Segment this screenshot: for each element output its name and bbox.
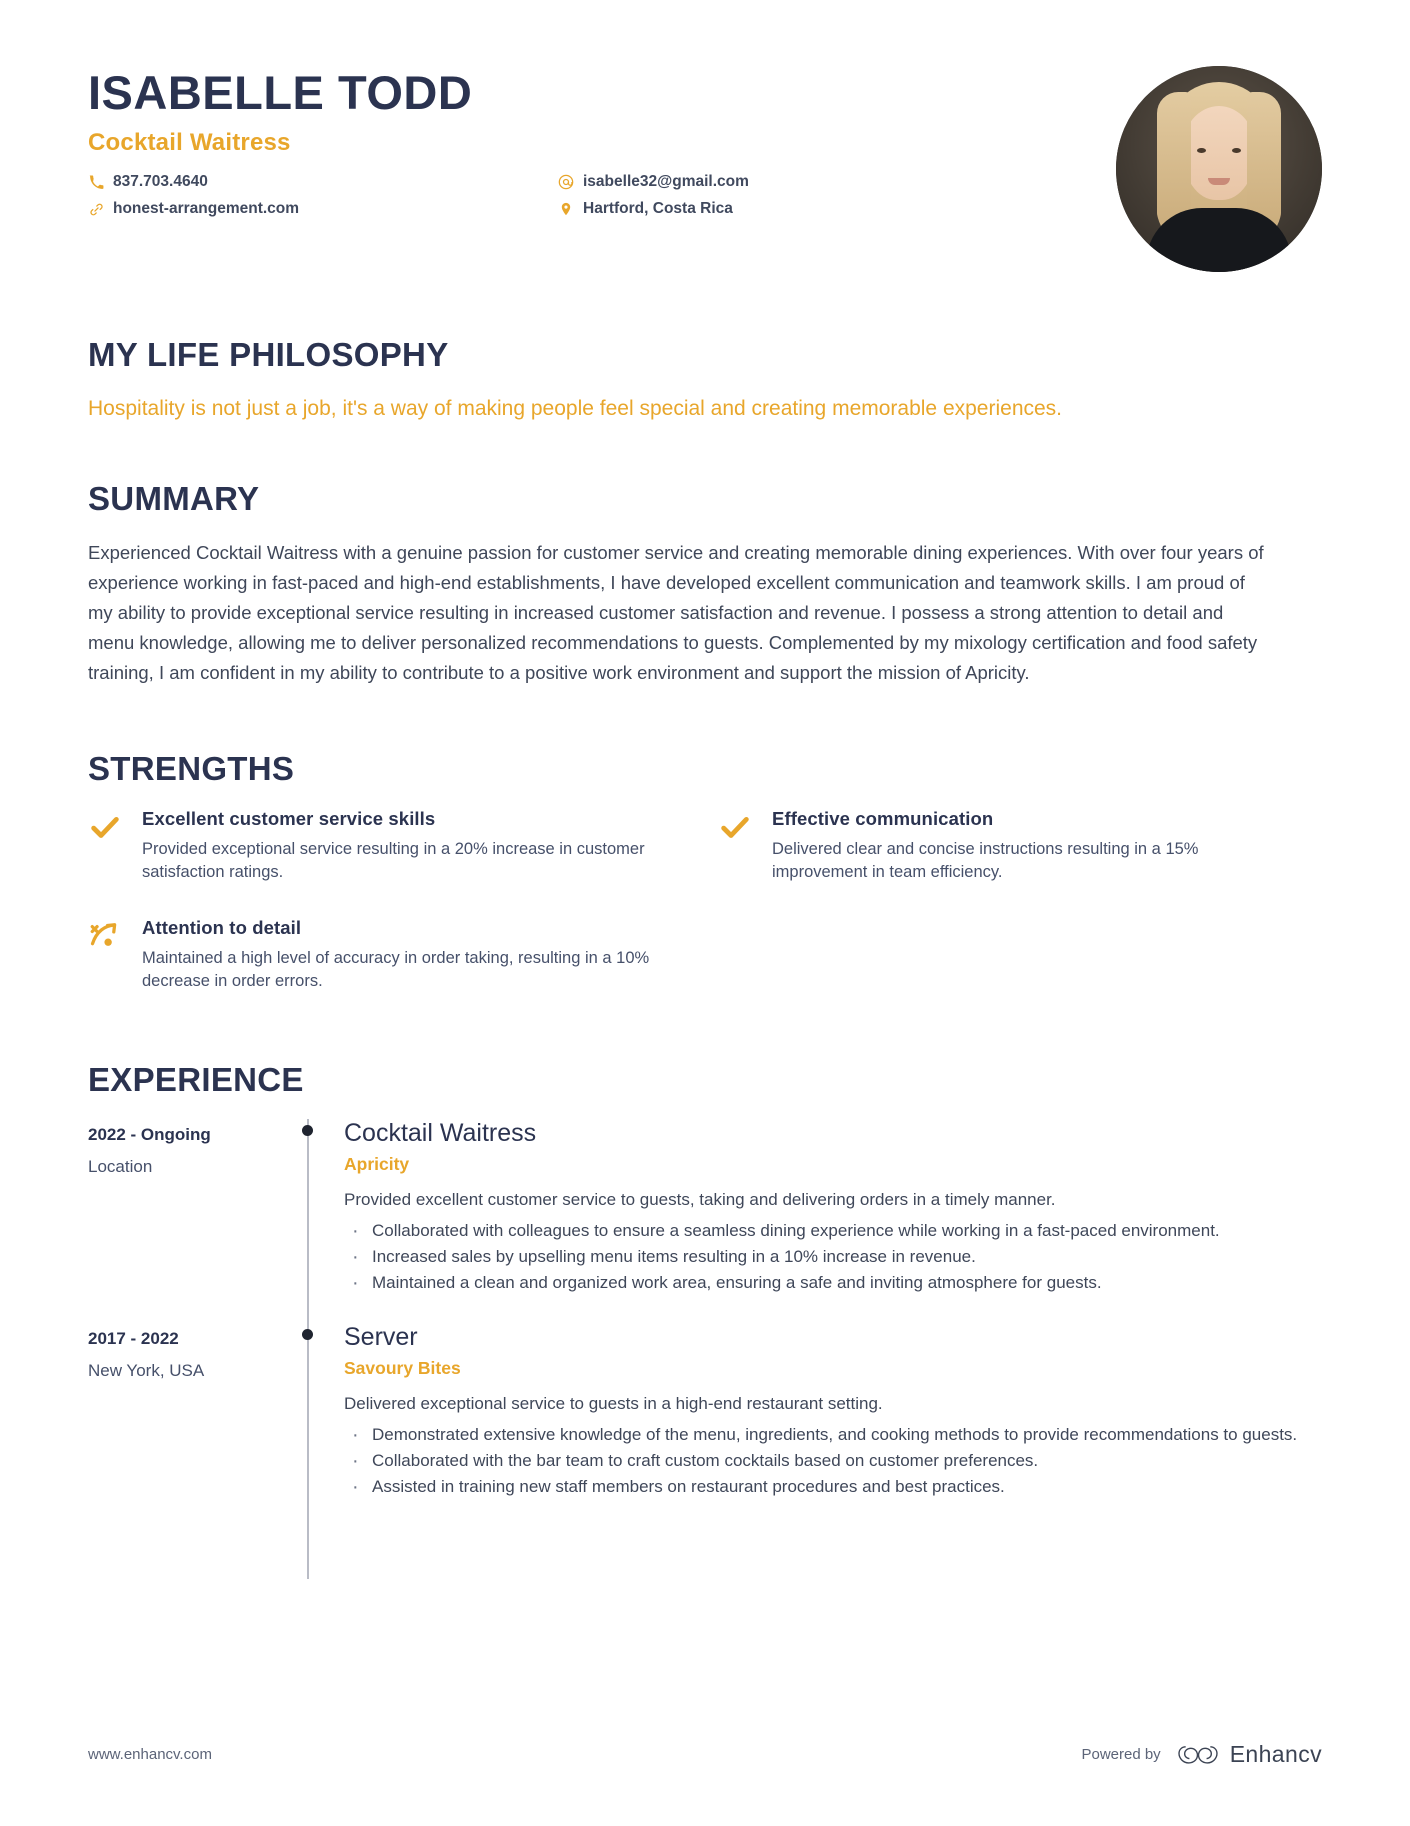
contact-phone-value: 837.703.4640 bbox=[113, 173, 208, 191]
timeline-tail-spacer-right bbox=[336, 1527, 1322, 1579]
avatar-hair-right bbox=[1247, 92, 1281, 228]
experience-bullet: · Maintained a clean and organized work area, ensuring a safe and inviting atmosphere for guests. bbox=[344, 1271, 1322, 1295]
footer-brand-area bbox=[1081, 1741, 1322, 1768]
contact-website[interactable] bbox=[88, 200, 558, 218]
email-icon bbox=[558, 174, 574, 190]
experience-meta bbox=[88, 1323, 288, 1527]
philosophy-text: Hospitality is not just a job, it's a way of making people feel special and creating memorable experiences. bbox=[88, 397, 1063, 420]
experience-bullet: · Assisted in training new staff members on restaurant procedures and best practices. bbox=[344, 1475, 1322, 1499]
contact-location[interactable] bbox=[558, 200, 749, 218]
footer-url[interactable]: www.enhancv.com bbox=[88, 1746, 212, 1763]
strength-title: Attention to detail bbox=[142, 916, 302, 938]
experience-bullets bbox=[344, 1219, 1322, 1295]
section-philosophy bbox=[88, 336, 1322, 424]
contact-email-value: isabelle32@gmail.com bbox=[583, 173, 749, 191]
section-title-experience: EXPERIENCE bbox=[88, 1061, 304, 1099]
experience-body bbox=[336, 1323, 1322, 1527]
resume-footer bbox=[88, 1741, 1322, 1768]
strength-content bbox=[142, 808, 658, 885]
link-icon bbox=[88, 201, 104, 217]
avatar-hair-left bbox=[1157, 92, 1191, 228]
experience-company: Apricity bbox=[344, 1154, 410, 1175]
section-title-philosophy: MY LIFE PHILOSOPHY bbox=[88, 336, 449, 373]
job-title: Cocktail Waitress bbox=[88, 129, 291, 157]
experience-dates: 2017 - 2022 bbox=[88, 1329, 179, 1349]
header-left bbox=[88, 62, 749, 218]
contact-list bbox=[88, 173, 749, 218]
phone-icon bbox=[88, 174, 104, 190]
experience-bullet: · Collaborated with colleagues to ensure a seamless dining experience while working in a fast-paced environment. bbox=[344, 1219, 1322, 1243]
experience-bullet: · Collaborated with the bar team to craft custom cocktails based on customer preferences. bbox=[344, 1449, 1322, 1473]
page-title: ISABELLE TODD bbox=[88, 66, 473, 119]
avatar-eye-left bbox=[1197, 148, 1206, 153]
experience-company: Savoury Bites bbox=[344, 1358, 461, 1379]
contact-location-value: Hartford, Costa Rica bbox=[583, 200, 733, 218]
resume-header bbox=[88, 62, 1322, 272]
brand-logo bbox=[1177, 1741, 1322, 1768]
timeline-dot bbox=[302, 1329, 313, 1340]
powered-by-label: Powered by bbox=[1081, 1746, 1161, 1763]
strength-title: Effective communication bbox=[772, 807, 994, 829]
section-strengths bbox=[88, 750, 1322, 994]
strength-title: Excellent customer service skills bbox=[142, 807, 436, 829]
strength-desc: Delivered clear and concise instructions resulting in a 15% improvement in team efficiency. bbox=[772, 839, 1199, 882]
strength-desc: Maintained a high level of accuracy in order taking, resulting in a 10% decrease in order errors. bbox=[142, 948, 650, 990]
avatar-face bbox=[1182, 106, 1256, 200]
timeline-line bbox=[307, 1323, 309, 1527]
section-experience bbox=[88, 1061, 1322, 1579]
experience-role: Cocktail Waitress bbox=[344, 1119, 537, 1148]
section-title-summary: SUMMARY bbox=[88, 479, 260, 517]
timeline-tail-spacer bbox=[88, 1527, 288, 1579]
experience-dates: 2022 - Ongoing bbox=[88, 1125, 211, 1145]
experience-intro: Delivered exceptional service to guests in a high-end restaurant setting. bbox=[344, 1394, 883, 1414]
experience-intro: Provided excellent customer service to guests, taking and delivering orders in a timely manner. bbox=[344, 1190, 1056, 1210]
avatar bbox=[1116, 66, 1322, 272]
strength-desc: Provided exceptional service resulting in a 20% increase in customer satisfaction ratings. bbox=[142, 839, 645, 882]
strength-item bbox=[718, 808, 1288, 885]
enhancv-mark-icon bbox=[1177, 1743, 1219, 1767]
strength-item bbox=[88, 808, 658, 885]
experience-item bbox=[88, 1323, 1322, 1527]
strength-content bbox=[142, 917, 658, 994]
experience-bullet: · Demonstrated extensive knowledge of the menu, ingredients, and cooking methods to provide recommendations to guests. bbox=[344, 1423, 1322, 1447]
section-title-strengths: STRENGTHS bbox=[88, 749, 295, 787]
contact-website-value: honest-arrangement.com bbox=[113, 200, 300, 218]
avatar-mouth bbox=[1208, 178, 1230, 185]
experience-bullet: · Increased sales by upselling menu items resulting in a 10% increase in revenue. bbox=[344, 1245, 1322, 1269]
timeline-dot bbox=[302, 1125, 313, 1136]
check-icon bbox=[718, 810, 752, 844]
strengths-grid bbox=[88, 808, 1288, 994]
experience-body bbox=[336, 1119, 1322, 1323]
strength-content bbox=[772, 808, 1288, 885]
check-icon bbox=[88, 810, 122, 844]
timeline-line bbox=[307, 1119, 309, 1323]
contact-email[interactable] bbox=[558, 173, 749, 191]
contact-phone[interactable] bbox=[88, 173, 558, 191]
timeline-tail bbox=[288, 1527, 336, 1579]
section-summary bbox=[88, 480, 1322, 688]
brand-name: Enhancv bbox=[1229, 1741, 1322, 1767]
summary-text: Experienced Cocktail Waitress with a genuine passion for customer service and creating memorable dining experiences. With over four years of experience working in fast-paced and high-end establishments, I have developed excellent communication and teamwork skills. I am proud of my ability to provide exceptional service resulting in increased customer satisfaction and revenue. I possess a strong attention to detail and menu knowledge, allowing me to deliver personalized recommendations to guests. Complemented by my mixology certification and food safety training, I am confident in my ability to contribute to a positive work environment and support the mission of Apricity. bbox=[88, 541, 1264, 683]
experience-location: Location bbox=[88, 1157, 153, 1177]
timeline-tail-wrap bbox=[88, 1527, 1322, 1579]
avatar-eye-right bbox=[1232, 148, 1241, 153]
experience-bullets bbox=[344, 1423, 1322, 1499]
experience-item bbox=[88, 1119, 1322, 1323]
location-icon bbox=[558, 201, 574, 217]
experience-role: Server bbox=[344, 1323, 418, 1352]
experience-location: New York, USA bbox=[88, 1361, 205, 1381]
experience-meta bbox=[88, 1119, 288, 1323]
trajectory-arrow-icon bbox=[88, 919, 122, 953]
strength-item bbox=[88, 917, 658, 994]
timeline-rail bbox=[288, 1323, 336, 1527]
timeline-rail bbox=[288, 1119, 336, 1323]
